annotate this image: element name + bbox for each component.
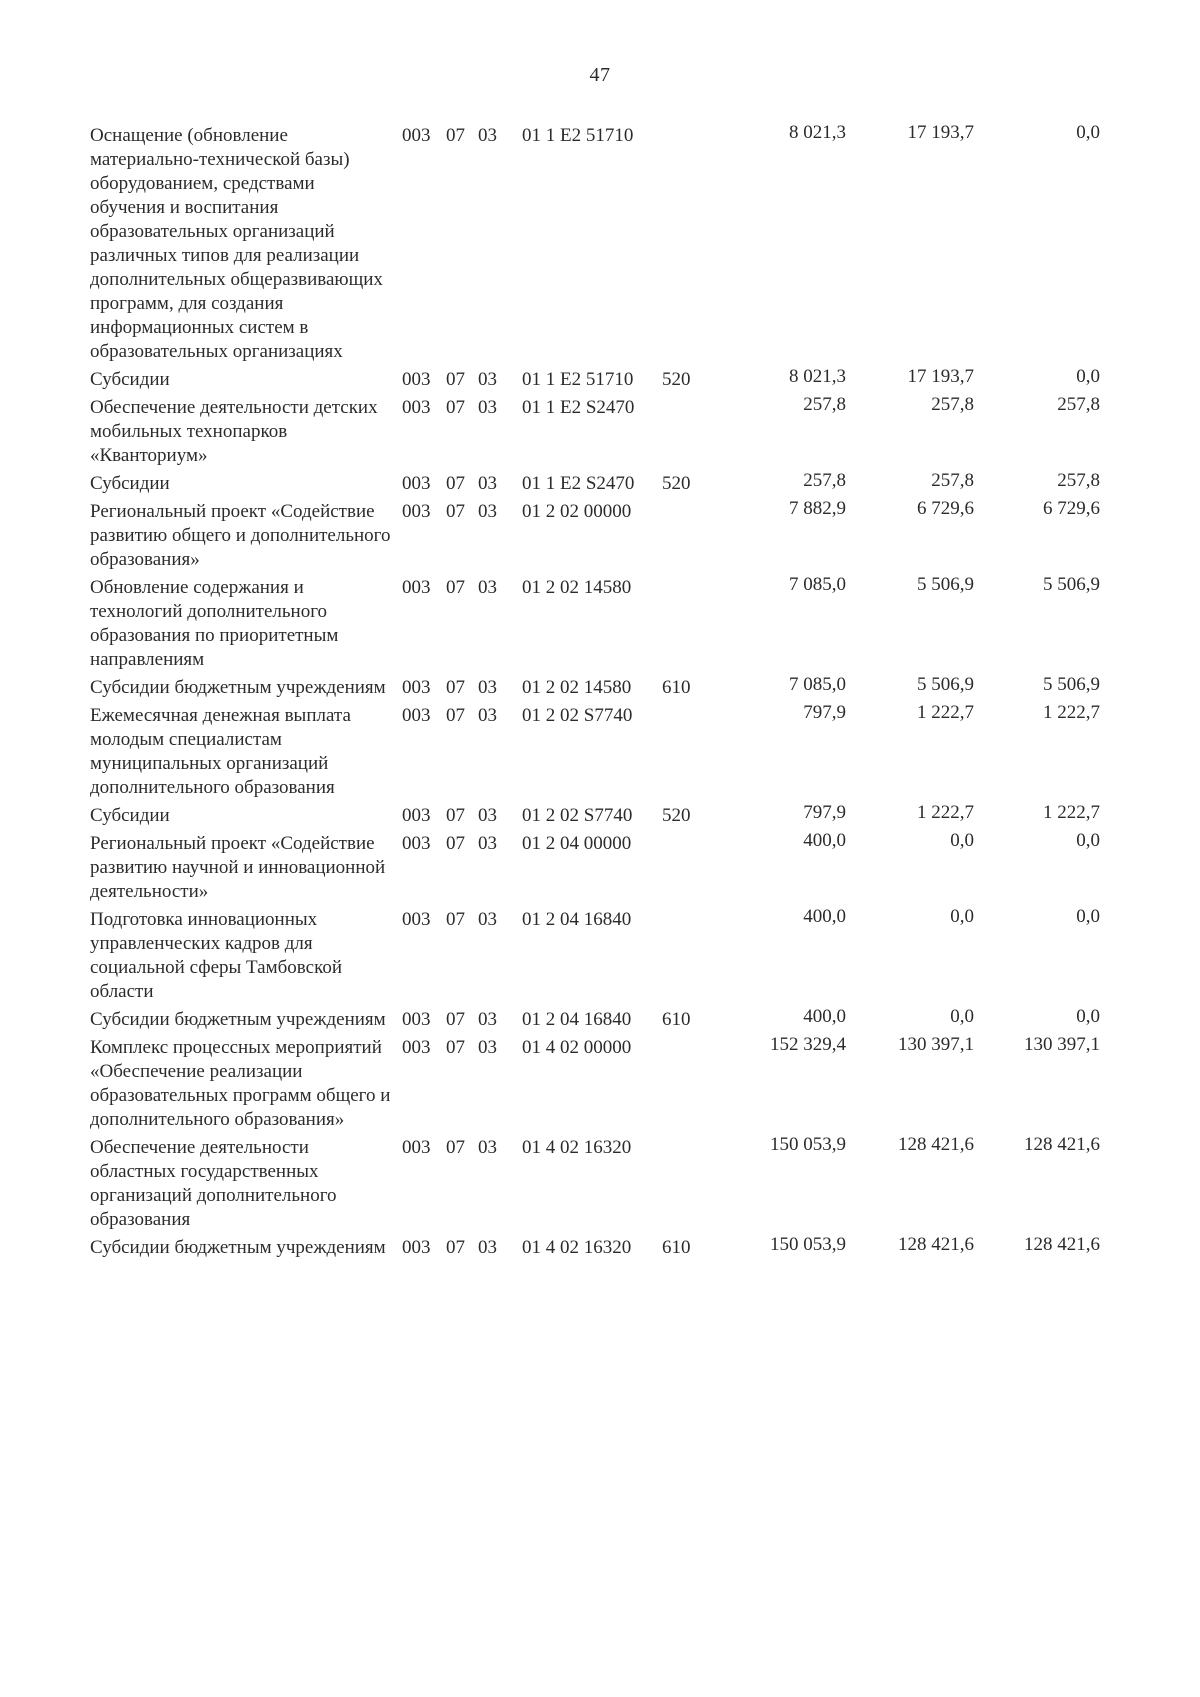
table-row <box>90 1036 1100 1132</box>
row-section-code: 07 <box>446 677 465 698</box>
row-amount-year-1: 7 085,0 <box>789 674 846 695</box>
table-row <box>90 704 1100 800</box>
row-target-article-code: 01 2 02 14580 <box>522 577 632 598</box>
row-section-code: 07 <box>446 577 465 598</box>
row-section-code: 07 <box>446 805 465 826</box>
row-target-article-code: 01 4 02 16320 <box>522 1137 632 1158</box>
row-name: Обеспечение деятельности областных государственных организаций дополнительного образования <box>90 1137 337 1230</box>
row-amount-year-1: 7 085,0 <box>789 574 846 595</box>
row-amount-year-2: 0,0 <box>950 830 974 851</box>
row-amount-year-1: 7 882,9 <box>789 498 846 519</box>
row-section-code: 07 <box>446 1037 465 1058</box>
row-name: Обновление содержания и технологий дополнительного образования по приоритетным направлениям <box>90 577 339 670</box>
row-section-code: 07 <box>446 473 465 494</box>
page-number: 47 <box>589 64 611 86</box>
row-name: Субсидии <box>90 369 170 390</box>
row-amount-year-1: 150 053,9 <box>770 1134 846 1155</box>
row-name: Оснащение (обновление материально-технической базы) оборудованием, средствами обучения и воспитания образовательных организаций различных типов для реализации дополнительных общеразвивающих программ, для создания информационных систем в образовательных организациях <box>90 125 383 362</box>
row-section-code: 07 <box>446 909 465 930</box>
row-section-code: 07 <box>446 125 465 146</box>
table-row <box>90 1008 1100 1032</box>
row-amount-year-3: 1 222,7 <box>1043 702 1100 723</box>
row-target-article-code: 01 2 02 S7740 <box>522 805 633 826</box>
row-target-article-code: 01 2 04 16840 <box>522 1009 632 1030</box>
row-name: Ежемесячная денежная выплата молодым специалистам муниципальных организаций дополнительного образования <box>90 705 351 798</box>
row-subsection-code: 03 <box>478 125 497 146</box>
row-grbs-code: 003 <box>402 397 431 418</box>
row-section-code: 07 <box>446 1137 465 1158</box>
row-grbs-code: 003 <box>402 677 431 698</box>
row-name: Субсидии бюджетным учреждениям <box>90 1237 386 1258</box>
row-target-article-code: 01 1 E2 S2470 <box>522 397 635 418</box>
row-subsection-code: 03 <box>478 577 497 598</box>
row-amount-year-2: 257,8 <box>931 394 974 415</box>
row-amount-year-2: 5 506,9 <box>917 674 974 695</box>
row-amount-year-3: 128 421,6 <box>1024 1134 1100 1155</box>
budget-table <box>90 124 1100 1264</box>
row-subsection-code: 03 <box>478 705 497 726</box>
row-target-article-code: 01 1 E2 51710 <box>522 369 634 390</box>
row-name: Подготовка инновационных управленческих кадров для социальной сферы Тамбовской области <box>90 909 343 1002</box>
row-target-article-code: 01 1 E2 S2470 <box>522 473 635 494</box>
row-section-code: 07 <box>446 833 465 854</box>
row-amount-year-1: 8 021,3 <box>789 366 846 387</box>
table-row <box>90 576 1100 672</box>
row-amount-year-3: 5 506,9 <box>1043 674 1100 695</box>
row-amount-year-1: 400,0 <box>803 1006 846 1027</box>
row-amount-year-2: 17 193,7 <box>907 122 974 143</box>
row-amount-year-2: 5 506,9 <box>917 574 974 595</box>
row-amount-year-3: 130 397,1 <box>1024 1034 1100 1055</box>
row-section-code: 07 <box>446 1237 465 1258</box>
row-expense-type-code: 520 <box>662 473 691 494</box>
row-amount-year-3: 0,0 <box>1076 366 1100 387</box>
table-row <box>90 396 1100 468</box>
row-subsection-code: 03 <box>478 677 497 698</box>
row-amount-year-2: 0,0 <box>950 906 974 927</box>
row-expense-type-code: 520 <box>662 805 691 826</box>
table-row <box>90 676 1100 700</box>
row-expense-type-code: 520 <box>662 369 691 390</box>
row-name: Региональный проект «Содействие развитию общего и дополнительного образования» <box>90 501 391 570</box>
row-amount-year-2: 257,8 <box>931 470 974 491</box>
row-grbs-code: 003 <box>402 501 431 522</box>
row-subsection-code: 03 <box>478 397 497 418</box>
row-amount-year-2: 1 222,7 <box>917 802 974 823</box>
row-target-article-code: 01 2 04 16840 <box>522 909 632 930</box>
row-section-code: 07 <box>446 397 465 418</box>
row-amount-year-1: 400,0 <box>803 906 846 927</box>
row-amount-year-3: 0,0 <box>1076 830 1100 851</box>
table-row <box>90 804 1100 828</box>
row-target-article-code: 01 2 02 14580 <box>522 677 632 698</box>
row-amount-year-2: 128 421,6 <box>898 1234 974 1255</box>
row-grbs-code: 003 <box>402 577 431 598</box>
row-subsection-code: 03 <box>478 369 497 390</box>
row-subsection-code: 03 <box>478 909 497 930</box>
row-name: Субсидии <box>90 805 170 826</box>
row-amount-year-1: 150 053,9 <box>770 1234 846 1255</box>
row-amount-year-3: 5 506,9 <box>1043 574 1100 595</box>
row-amount-year-1: 400,0 <box>803 830 846 851</box>
row-name: Субсидии бюджетным учреждениям <box>90 677 386 698</box>
row-amount-year-1: 257,8 <box>803 470 846 491</box>
table-row <box>90 124 1100 364</box>
row-amount-year-1: 797,9 <box>803 802 846 823</box>
row-section-code: 07 <box>446 369 465 390</box>
row-target-article-code: 01 2 04 00000 <box>522 833 632 854</box>
row-target-article-code: 01 1 E2 51710 <box>522 125 634 146</box>
table-row <box>90 1236 1100 1260</box>
row-subsection-code: 03 <box>478 833 497 854</box>
row-subsection-code: 03 <box>478 1009 497 1030</box>
row-grbs-code: 003 <box>402 1237 431 1258</box>
row-grbs-code: 003 <box>402 125 431 146</box>
table-row <box>90 832 1100 904</box>
row-subsection-code: 03 <box>478 501 497 522</box>
row-amount-year-3: 0,0 <box>1076 906 1100 927</box>
table-row <box>90 472 1100 496</box>
row-name: Обеспечение деятельности детских мобильных технопарков «Кванториум» <box>90 397 378 466</box>
row-amount-year-3: 128 421,6 <box>1024 1234 1100 1255</box>
row-amount-year-1: 257,8 <box>803 394 846 415</box>
row-grbs-code: 003 <box>402 833 431 854</box>
row-grbs-code: 003 <box>402 473 431 494</box>
row-subsection-code: 03 <box>478 1237 497 1258</box>
row-target-article-code: 01 4 02 00000 <box>522 1037 632 1058</box>
row-amount-year-3: 257,8 <box>1057 394 1100 415</box>
table-row <box>90 368 1100 392</box>
table-row <box>90 500 1100 572</box>
row-amount-year-2: 1 222,7 <box>917 702 974 723</box>
row-amount-year-1: 797,9 <box>803 702 846 723</box>
row-expense-type-code: 610 <box>662 1009 691 1030</box>
row-amount-year-3: 1 222,7 <box>1043 802 1100 823</box>
row-amount-year-2: 6 729,6 <box>917 498 974 519</box>
row-subsection-code: 03 <box>478 805 497 826</box>
row-grbs-code: 003 <box>402 705 431 726</box>
row-amount-year-2: 128 421,6 <box>898 1134 974 1155</box>
row-target-article-code: 01 4 02 16320 <box>522 1237 632 1258</box>
row-grbs-code: 003 <box>402 1137 431 1158</box>
row-subsection-code: 03 <box>478 1037 497 1058</box>
row-grbs-code: 003 <box>402 369 431 390</box>
row-name: Региональный проект «Содействие развитию научной и инновационной деятельности» <box>90 833 386 902</box>
row-amount-year-2: 0,0 <box>950 1006 974 1027</box>
row-amount-year-3: 0,0 <box>1076 122 1100 143</box>
row-amount-year-1: 152 329,4 <box>770 1034 846 1055</box>
row-target-article-code: 01 2 02 S7740 <box>522 705 633 726</box>
row-grbs-code: 003 <box>402 909 431 930</box>
row-subsection-code: 03 <box>478 1137 497 1158</box>
row-expense-type-code: 610 <box>662 677 691 698</box>
row-grbs-code: 003 <box>402 1009 431 1030</box>
row-amount-year-3: 6 729,6 <box>1043 498 1100 519</box>
row-amount-year-3: 257,8 <box>1057 470 1100 491</box>
row-name: Комплекс процессных мероприятий «Обеспечение реализации образовательных программ общего и дополнительного образования» <box>90 1037 391 1130</box>
row-grbs-code: 003 <box>402 805 431 826</box>
row-amount-year-2: 17 193,7 <box>907 366 974 387</box>
row-section-code: 07 <box>446 501 465 522</box>
table-row <box>90 1136 1100 1232</box>
row-subsection-code: 03 <box>478 473 497 494</box>
table-row <box>90 908 1100 1004</box>
row-section-code: 07 <box>446 1009 465 1030</box>
row-name: Субсидии бюджетным учреждениям <box>90 1009 386 1030</box>
row-target-article-code: 01 2 02 00000 <box>522 501 632 522</box>
row-section-code: 07 <box>446 705 465 726</box>
row-amount-year-1: 8 021,3 <box>789 122 846 143</box>
row-name: Субсидии <box>90 473 170 494</box>
row-grbs-code: 003 <box>402 1037 431 1058</box>
row-amount-year-2: 130 397,1 <box>898 1034 974 1055</box>
row-amount-year-3: 0,0 <box>1076 1006 1100 1027</box>
row-expense-type-code: 610 <box>662 1237 691 1258</box>
